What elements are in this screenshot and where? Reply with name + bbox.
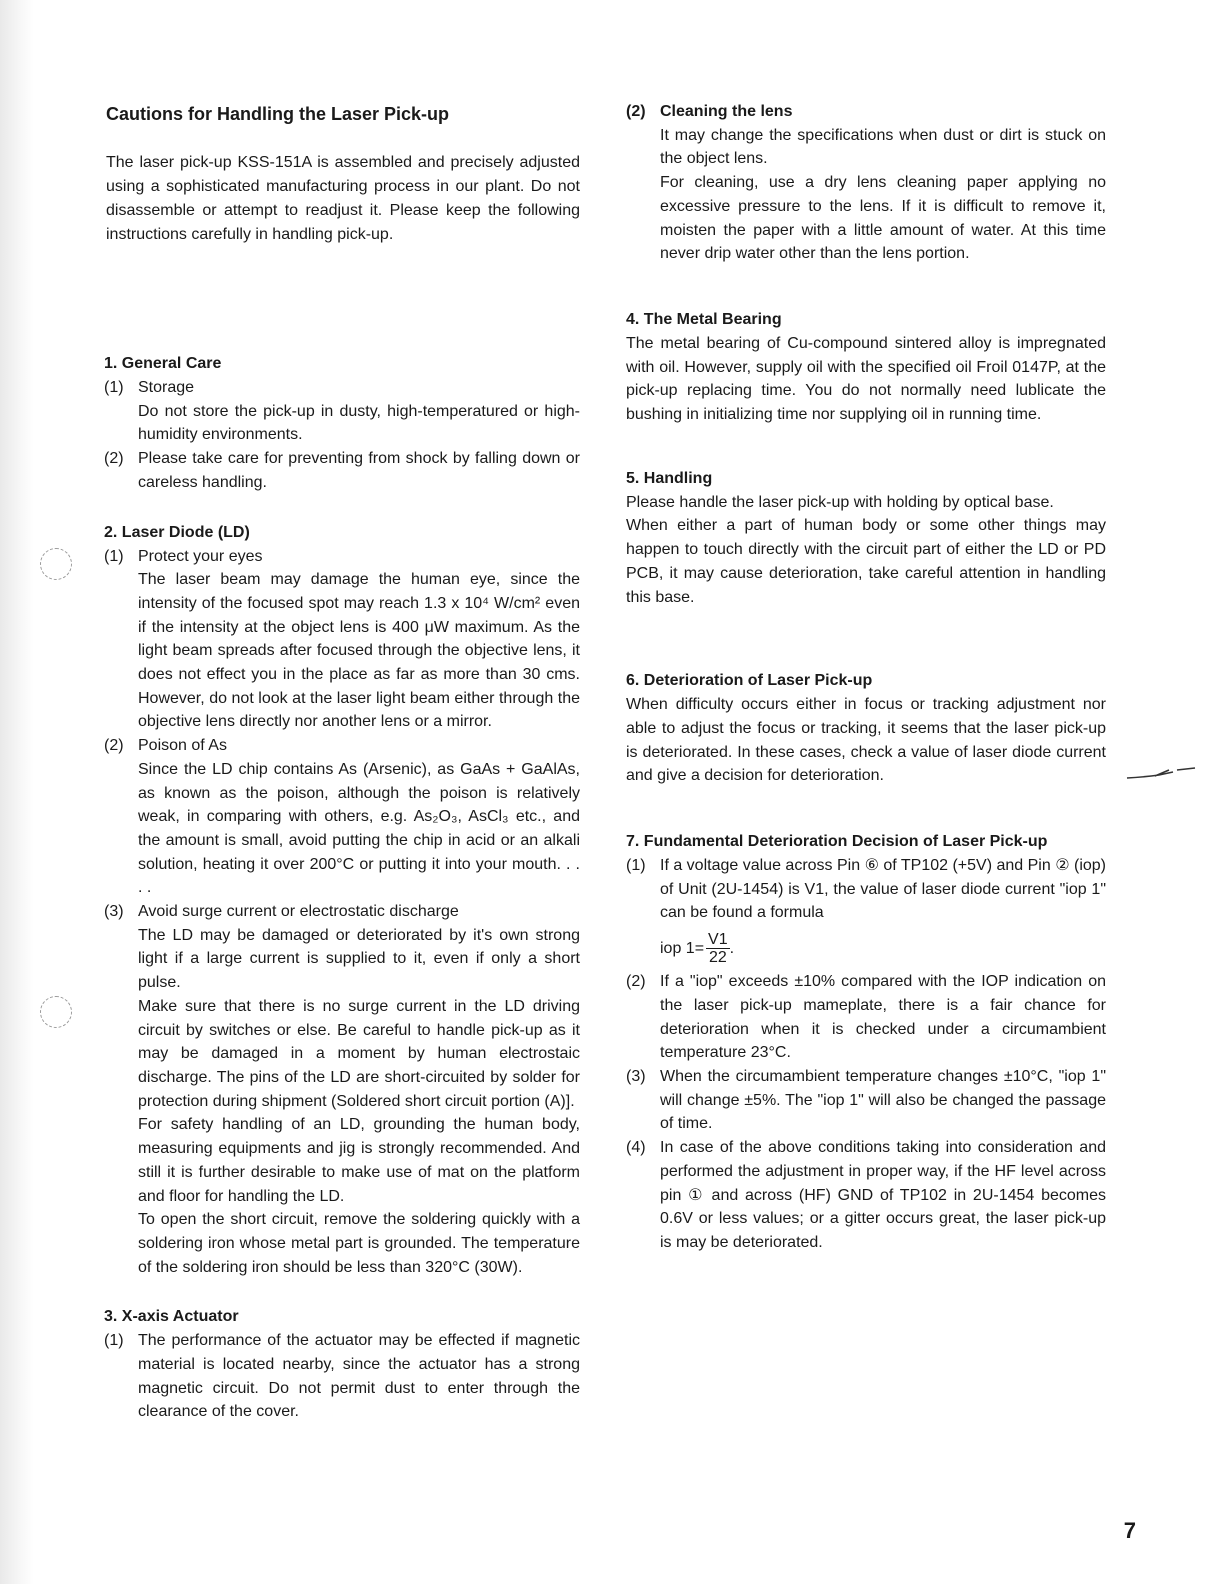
binding-hole-mark bbox=[40, 996, 72, 1028]
item-text: Do not store the pick-up in dusty, high-temperatured or high-humidity environments. bbox=[138, 402, 580, 444]
list-item bbox=[104, 1329, 580, 1424]
item-paragraph: Make sure that there is no surge current in the LD driving circuit by switches or else. Be careful to handle pick-up as it may be damaged in a moment by human electrostaic discharge. The pins of the LD are short-circuited by solder for protection during shipment (Soldered short circuit portion (A)]. bbox=[138, 997, 580, 1110]
item-text: Please take care for preventing from shock by falling down or careless handling. bbox=[138, 450, 580, 491]
item-number: (3) bbox=[104, 903, 124, 921]
item-heading: Poison of As bbox=[138, 737, 227, 755]
section-laser-diode bbox=[104, 521, 580, 1280]
formula-lhs: iop 1= bbox=[660, 939, 705, 957]
item-number: (1) bbox=[104, 1332, 124, 1350]
item-heading: Avoid surge current or electrostatic discharge bbox=[138, 903, 459, 921]
list-item bbox=[626, 1065, 1106, 1136]
list-item bbox=[104, 734, 580, 900]
page-title: Cautions for Handling the Laser Pick-up bbox=[106, 104, 450, 124]
formula-numerator: V1 bbox=[708, 931, 728, 949]
item-heading: Storage bbox=[138, 379, 195, 396]
section-x-axis-actuator bbox=[104, 1305, 580, 1424]
section-handling bbox=[626, 467, 1106, 610]
formula-denominator: 22 bbox=[708, 949, 727, 967]
item-heading: Cleaning the lens bbox=[660, 103, 793, 120]
item-number: (2) bbox=[626, 103, 646, 120]
list-item bbox=[104, 900, 580, 1279]
item-text bbox=[138, 924, 580, 1280]
item-text bbox=[660, 124, 1106, 266]
item-number: (2) bbox=[104, 450, 124, 468]
section-heading: 6. Deterioration of Laser Pick-up bbox=[626, 672, 873, 690]
list-item bbox=[104, 376, 580, 447]
item-heading: Protect your eyes bbox=[138, 547, 263, 565]
section-text: Please handle the laser pick-up with holding by optical base. bbox=[626, 493, 1054, 511]
list-item bbox=[626, 970, 1106, 1065]
section-heading: 3. X-axis Actuator bbox=[104, 1308, 239, 1326]
item-number: (3) bbox=[626, 1067, 646, 1085]
item-paragraph: It may change the specifications when dust or dirt is stuck on the object lens. bbox=[660, 126, 1106, 168]
item-paragraph: The LD may be damaged or deteriorated by it's own strong light if a large current is supplied to it, even if only a short pulse. bbox=[138, 926, 580, 992]
page-edge-shadow bbox=[0, 0, 34, 1584]
iop-formula bbox=[660, 931, 1106, 966]
list-item bbox=[626, 854, 1106, 966]
item-text: The performance of the actuator may be effected if magnetic material is located nearby, since the actuator has a strong magnetic circuit. Do not permit dust to enter through the clearance of the cover. bbox=[138, 1332, 580, 1421]
item-text: The laser beam may damage the human eye, since the intensity of the focused spot may reach 1.3 x 10⁴ W/cm² even if the intensity at the object lens is 400 μW maximum. As the light beam spreads after focused through the objective lens, it does not effect you in the place as far as more than 30 cms. However, do not look at the laser light beam either through the objective lens directly nor another lens or a mirror. bbox=[138, 571, 580, 731]
section-metal-bearing bbox=[626, 308, 1106, 427]
formula-end: . bbox=[729, 939, 735, 957]
margin-scribble-mark bbox=[1125, 762, 1199, 786]
item-paragraph: To open the short circuit, remove the soldering quickly with a soldering iron whose metal part is grounded. The temperature of the soldering iron should be less than 320°C (30W). bbox=[138, 1211, 580, 1276]
item-paragraph: For safety handling of an LD, grounding the human body, measuring equipments and jig is strongly recommended. And still it is further desirable to make use of mat on the platform and floor for handling the LD. bbox=[138, 1116, 580, 1205]
section-cleaning-lens bbox=[626, 100, 1106, 266]
section-general-care bbox=[104, 352, 580, 495]
list-item bbox=[626, 100, 1106, 266]
section-text: When either a part of human body or some other things may happen to touch directly with the circuit part of either the LD or PD PCB, it may cause deterioration, take careful attention in handling this base. bbox=[626, 517, 1106, 606]
item-text: When the circumambient temperature changes ±10°C, "iop 1" will change ±5%. The "iop 1" will also be changed the passage of time. bbox=[660, 1067, 1106, 1133]
item-paragraph: For cleaning, use a dry lens cleaning paper applying no excessive pressure to the lens. If it is difficult to remove it, moisten the paper with a little amount of water. At this time never drip water other than the lens portion. bbox=[660, 174, 1106, 263]
intro-paragraph: The laser pick-up KSS-151A is assembled and precisely adjusted using a sophisticated manufacturing process in our plant. Do not disassemble or attempt to readjust it. Please keep the following instructions carefully in handling pick-up. bbox=[106, 154, 580, 243]
list-item bbox=[626, 1136, 1106, 1255]
item-text: If a "iop" exceeds ±10% compared with the IOP indication on the laser pick-up mameplate, there is a fair chance for deterioration when it is checked under a circumambient temperature 23°C. bbox=[660, 973, 1106, 1062]
item-number: (2) bbox=[626, 973, 646, 991]
item-number: (1) bbox=[626, 857, 646, 875]
item-text: In case of the above conditions taking into consideration and performed the adjustment in proper way, if the HF level across pin ① and across (HF) GND of TP102 in 2U-1454 becomes 0.6V or less values; or a gitter occurs great, the laser pick-up is may be deteriorated. bbox=[660, 1139, 1106, 1251]
section-heading: 7. Fundamental Deterioration Decision of Laser Pick-up bbox=[626, 833, 1048, 851]
section-deterioration bbox=[626, 669, 1106, 788]
section-text: When difficulty occurs either in focus or tracking adjustment nor able to adjust the focus or tracking, it seems that the laser pick-up is deteriorated. In these cases, check a value of laser diode current and give a decision for deterioration. bbox=[626, 696, 1106, 785]
right-column bbox=[626, 100, 1106, 1281]
section-heading: 1. General Care bbox=[104, 355, 222, 372]
list-item bbox=[104, 545, 580, 735]
item-number: (2) bbox=[104, 737, 124, 755]
left-column bbox=[104, 100, 580, 1450]
item-number: (4) bbox=[626, 1139, 646, 1157]
page-number: 7 bbox=[1123, 1518, 1136, 1543]
section-fundamental-decision bbox=[626, 830, 1106, 1255]
item-number: (1) bbox=[104, 547, 124, 565]
formula-fraction bbox=[706, 931, 730, 966]
section-heading: 2. Laser Diode (LD) bbox=[104, 523, 250, 541]
binding-hole-mark bbox=[40, 548, 72, 580]
item-text: If a voltage value across Pin ⑥ of TP102 (+5V) and Pin ② (iop) of Unit (2U-1454) is V1, the value of laser diode current "iop 1" can be found a formula bbox=[660, 857, 1106, 922]
section-text: The metal bearing of Cu-compound sintered alloy is impregnated with oil. However, supply oil with the specified oil Froil 0147P, at the pick-up replacing time. You do not normally need lublicate the bushing in initializing time nor supplying oil in running time. bbox=[626, 334, 1106, 424]
section-heading: 5. Handling bbox=[626, 469, 713, 487]
section-heading: 4. The Metal Bearing bbox=[626, 310, 782, 328]
list-item bbox=[104, 447, 580, 494]
item-text: Since the LD chip contains As (Arsenic), as GaAs + GaAlAs, as known as the poison, although the poison is relatively weak, in comparing with others, e.g. As₂O₃, AsCl₃ etc., and the amount is small, avoid putting the chip in acid or an alkali solution, heating it over 200°C or putting it into your mouth. . . . . bbox=[138, 760, 580, 897]
item-number: (1) bbox=[104, 379, 124, 396]
